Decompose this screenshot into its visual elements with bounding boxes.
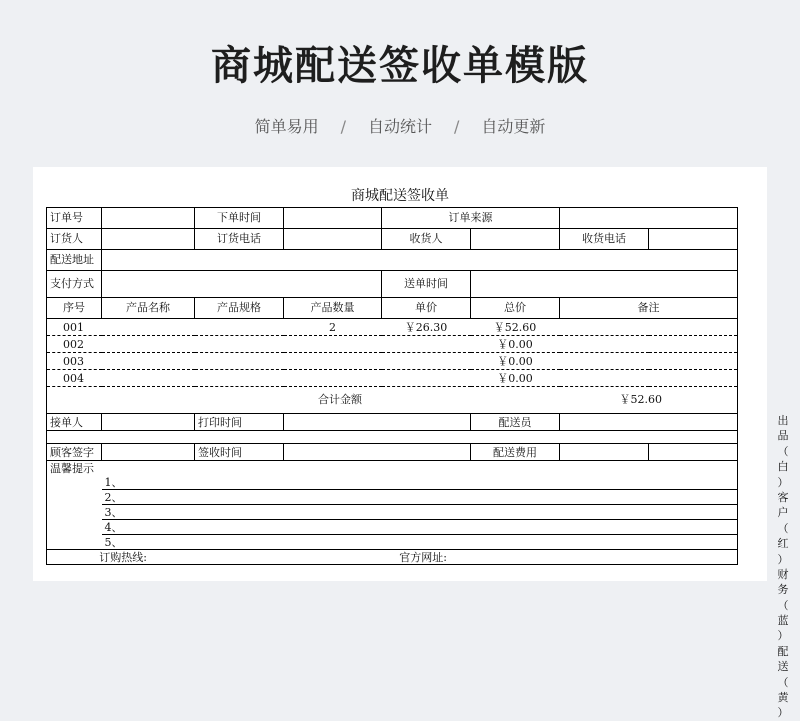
side-char: 客 <box>777 490 789 504</box>
item-seq: 002 <box>47 336 102 353</box>
sign-time-field[interactable] <box>284 444 471 461</box>
side-char: 户 <box>777 506 789 520</box>
print-time-label: 打印时间 <box>195 414 284 431</box>
item-name[interactable] <box>102 336 195 353</box>
order-source-label: 订单来源 <box>382 208 560 229</box>
order-time-field[interactable] <box>284 208 382 229</box>
tag-separator: / <box>454 117 460 136</box>
feature-tag: 自动更新 <box>481 117 546 136</box>
tips-blank <box>102 461 738 476</box>
tip-item[interactable]: 2、 <box>102 490 738 505</box>
tag-separator: / <box>340 117 346 136</box>
feature-tags <box>0 114 800 137</box>
delivery-fee-label: 配送费用 <box>471 444 560 461</box>
hotline-label: 订购热线: <box>99 550 147 564</box>
item-total: ￥0.00 <box>471 336 560 353</box>
tip-line <box>47 505 738 520</box>
tips-row <box>47 461 738 476</box>
receiver-label: 收货人 <box>382 229 471 250</box>
print-time-field[interactable] <box>284 414 471 431</box>
feature-tag: 简单易用 <box>254 117 319 136</box>
side-char: 财 <box>777 567 789 581</box>
form-card <box>33 167 789 720</box>
item-qty[interactable] <box>284 353 382 370</box>
sum-cell <box>47 387 738 414</box>
tip-line <box>47 490 738 505</box>
side-char: 配 <box>777 644 789 658</box>
col-header-spec: 产品规格 <box>195 298 284 319</box>
side-char: 蓝 <box>777 614 789 628</box>
spacer-row <box>47 431 738 444</box>
address-label: 配送地址 <box>47 250 102 271</box>
side-char: 黄 <box>777 691 789 705</box>
table-row <box>47 229 738 250</box>
item-seq: 004 <box>47 370 102 387</box>
sum-label: 合计金额 <box>318 393 362 406</box>
delivery-fee-extra[interactable] <box>649 444 738 461</box>
item-row <box>47 353 738 370</box>
item-note[interactable] <box>560 370 738 387</box>
item-price[interactable] <box>382 370 471 387</box>
customer-sign-label: 顾客签字 <box>47 444 102 461</box>
item-note[interactable] <box>560 336 738 353</box>
website-label: 官方网址: <box>399 550 447 564</box>
tips-label: 温馨提示 <box>47 461 102 476</box>
receiver-phone-label: 收货电话 <box>560 229 649 250</box>
item-qty[interactable] <box>284 336 382 353</box>
side-char: 务 <box>777 583 789 597</box>
receiver-phone-field[interactable] <box>649 229 738 250</box>
table-row <box>47 271 738 298</box>
side-char: 送 <box>777 660 789 674</box>
orderer-label: 订货人 <box>47 229 102 250</box>
tip-line <box>47 535 738 550</box>
spacer-cell <box>47 431 738 444</box>
side-char: 红 <box>777 537 789 551</box>
side-char: 出 <box>777 414 789 427</box>
payment-label: 支付方式 <box>47 271 102 298</box>
tip-indent <box>47 490 102 505</box>
tip-indent <box>47 535 102 550</box>
tip-item[interactable]: 3、 <box>102 505 738 520</box>
item-row <box>47 319 738 336</box>
footer-row <box>47 550 738 565</box>
order-no-field[interactable] <box>102 208 195 229</box>
col-header-name: 产品名称 <box>102 298 195 319</box>
item-note[interactable] <box>560 353 738 370</box>
address-field[interactable] <box>102 250 738 271</box>
table-row <box>47 444 738 461</box>
side-char: ） <box>777 552 789 566</box>
orderer-phone-field[interactable] <box>284 229 382 250</box>
payment-field[interactable] <box>102 271 382 298</box>
item-total: ￥0.00 <box>471 353 560 370</box>
side-char: （ <box>777 521 789 535</box>
orderer-field[interactable] <box>102 229 195 250</box>
tip-line <box>47 475 738 490</box>
table-row <box>47 414 738 431</box>
item-row <box>47 336 738 353</box>
item-note[interactable] <box>560 319 738 336</box>
delivery-fee-field[interactable] <box>560 444 649 461</box>
item-total: ￥0.00 <box>471 370 560 387</box>
item-spec[interactable] <box>195 336 284 353</box>
sum-row <box>47 387 738 414</box>
side-char: 白 <box>777 460 789 474</box>
receiver-staff-label: 接单人 <box>47 414 102 431</box>
feature-tag: 自动统计 <box>367 117 432 136</box>
deliverer-label: 配送员 <box>471 414 560 431</box>
col-header-seq: 序号 <box>47 298 102 319</box>
receiver-field[interactable] <box>471 229 560 250</box>
side-char: ） <box>777 629 789 643</box>
table-row <box>47 250 738 271</box>
col-header-qty: 产品数量 <box>284 298 382 319</box>
page-title: 商城配送签收单模版 <box>211 43 589 89</box>
order-no-label: 订单号 <box>47 208 102 229</box>
item-price[interactable] <box>382 353 471 370</box>
tip-indent <box>47 505 102 520</box>
side-char: （ <box>777 675 789 689</box>
copy-distribution-note <box>772 413 794 721</box>
side-char: 品 <box>777 429 789 443</box>
item-seq: 003 <box>47 353 102 370</box>
item-qty[interactable]: 2 <box>284 319 382 336</box>
tip-indent <box>47 475 102 490</box>
items-header-row <box>47 298 738 319</box>
item-name[interactable] <box>102 319 195 336</box>
sign-time-label: 签收时间 <box>195 444 284 461</box>
delivery-time-field[interactable] <box>471 271 738 298</box>
deliverer-field[interactable] <box>560 414 738 431</box>
tip-item[interactable]: 5、 <box>102 535 738 550</box>
col-header-total: 总价 <box>471 298 560 319</box>
side-char: （ <box>777 444 789 458</box>
item-spec[interactable] <box>195 353 284 370</box>
side-char: ） <box>777 475 789 489</box>
item-total: ￥52.60 <box>471 319 560 336</box>
side-char: ） <box>777 706 789 720</box>
order-time-label: 下单时间 <box>195 208 284 229</box>
tip-item[interactable]: 1、 <box>102 475 738 490</box>
tip-line <box>47 520 738 535</box>
col-header-note: 备注 <box>560 298 738 319</box>
item-seq: 001 <box>47 319 102 336</box>
item-price[interactable] <box>382 336 471 353</box>
col-header-price: 单价 <box>382 298 471 319</box>
footer-cell <box>47 550 738 565</box>
item-spec[interactable] <box>195 370 284 387</box>
sum-value: ￥52.60 <box>619 393 662 406</box>
customer-sign-field[interactable] <box>102 444 195 461</box>
item-row <box>47 370 738 387</box>
tip-indent <box>47 520 102 535</box>
form-title: 商城配送签收单 <box>351 188 449 204</box>
item-price[interactable]: ￥26.30 <box>382 319 471 336</box>
receiver-staff-field[interactable] <box>102 414 195 431</box>
side-char: （ <box>777 598 789 612</box>
item-qty[interactable] <box>284 370 382 387</box>
delivery-time-label: 送单时间 <box>382 271 471 298</box>
table-row <box>47 208 738 229</box>
item-spec[interactable] <box>195 319 284 336</box>
item-name[interactable] <box>102 353 195 370</box>
orderer-phone-label: 订货电话 <box>195 229 284 250</box>
order-source-field[interactable] <box>560 208 738 229</box>
delivery-form-table <box>46 207 738 565</box>
item-name[interactable] <box>102 370 195 387</box>
tip-item[interactable]: 4、 <box>102 520 738 535</box>
